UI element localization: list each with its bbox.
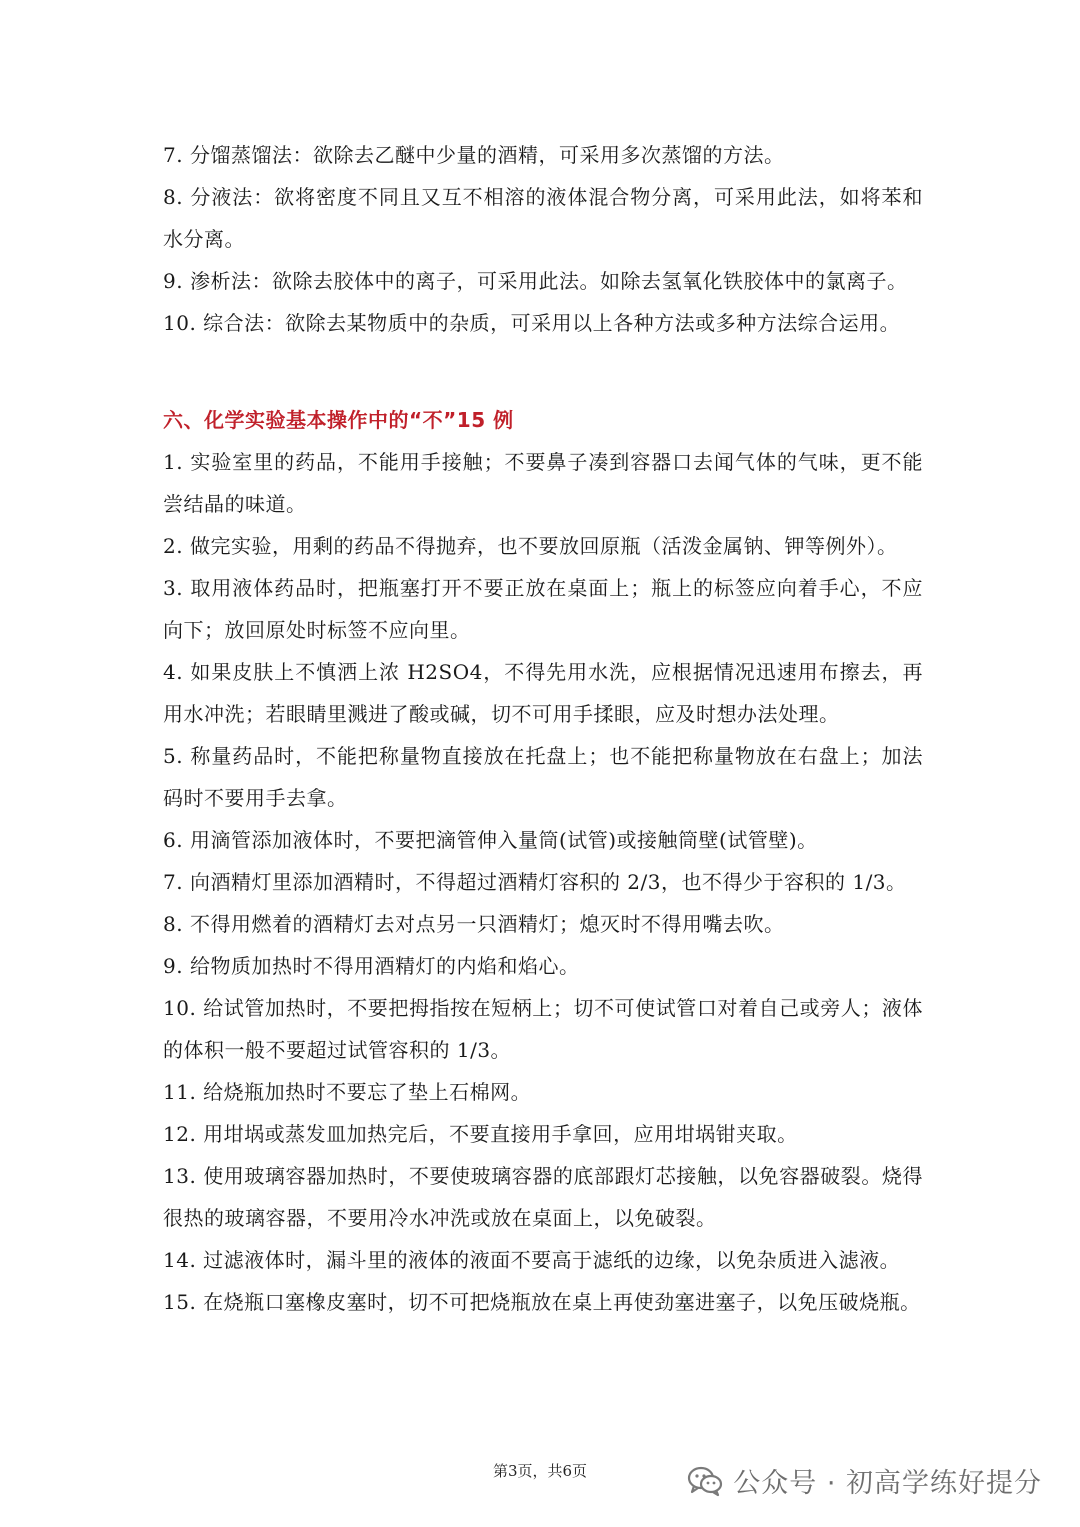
- list-item: 3. 取用液体药品时，把瓶塞打开不要正放在桌面上；瓶上的标签应向着手心，不应向下；放回原处时标签不应向里。: [163, 576, 923, 642]
- list-item: 13. 使用玻璃容器加热时，不要使玻璃容器的底部跟灯芯接触，以免容器破裂。烧得很热的玻璃容器，不要用冷水冲洗或放在桌面上，以免破裂。: [163, 1164, 923, 1230]
- list-item: 4. 如果皮肤上不慎洒上浓 H2SO4，不得先用水洗，应根据情况迅速用布擦去，再用水冲洗；若眼睛里溅进了酸或碱，切不可用手揉眼，应及时想办法处理。: [163, 660, 923, 726]
- watermark-text: 公众号 · 初高学练好提分: [733, 1468, 1042, 1499]
- list-item: 14. 过滤液体时，漏斗里的液体的液面不要高于滤纸的边缘，以免杂质进入滤液。: [163, 1248, 901, 1272]
- paragraph: 7. 分馏蒸馏法：欲除去乙醚中少量的酒精，可采用多次蒸馏的方法。: [163, 143, 785, 167]
- page-content: [163, 134, 923, 1323]
- list-item: 1. 实验室里的药品，不能用手接触；不要鼻子凑到容器口去闻气体的气味，更不能尝结晶的味道。: [163, 450, 923, 516]
- list-item: 9. 给物质加热时不得用酒精灯的内焰和焰心。: [163, 954, 580, 978]
- paragraph: 8. 分液法：欲将密度不同且又互不相溶的液体混合物分离，可采用此法，如将苯和水分离。: [163, 185, 923, 251]
- page-number: 第3页，共6页: [492, 1462, 588, 1480]
- section-spacer: [163, 344, 923, 399]
- list-item: 15. 在烧瓶口塞橡皮塞时，切不可把烧瓶放在桌上再使劲塞进塞子，以免压破烧瓶。: [163, 1290, 921, 1314]
- list-item: 8. 不得用燃着的酒精灯去对点另一只酒精灯；熄灭时不得用嘴去吹。: [163, 912, 785, 936]
- list-item: 5. 称量药品时，不能把称量物直接放在托盘上；也不能把称量物放在右盘上；加法码时不要用手去拿。: [163, 744, 923, 810]
- list-item: 10. 给试管加热时，不要把拇指按在短柄上；切不可使试管口对着自己或旁人；液体的体积一般不要超过试管容积的 1/3。: [163, 996, 923, 1062]
- paragraph: 10. 综合法：欲除去某物质中的杂质，可采用以上各种方法或多种方法综合运用。: [163, 311, 901, 335]
- list-item: 12. 用坩埚或蒸发皿加热完后，不要直接用手拿回，应用坩埚钳夹取。: [163, 1122, 798, 1146]
- list-item: 2. 做完实验，用剩的药品不得抛弃，也不要放回原瓶（活泼金属钠、钾等例外）。: [163, 534, 898, 558]
- section-heading: 六、化学实验基本操作中的“不”15 例: [163, 408, 514, 432]
- list-item: 11. 给烧瓶加热时不要忘了垫上石棉网。: [163, 1080, 532, 1104]
- paragraph: 9. 渗析法：欲除去胶体中的离子，可采用此法。如除去氢氧化铁胶体中的氯离子。: [163, 269, 908, 293]
- wechat-icon: [687, 1465, 723, 1497]
- list-item: 7. 向酒精灯里添加酒精时，不得超过酒精灯容积的 2/3，也不得少于容积的 1/3。: [163, 870, 907, 894]
- list-item: 6. 用滴管添加液体时，不要把滴管伸入量筒(试管)或接触筒壁(试管壁)。: [163, 828, 818, 852]
- watermark: [687, 1461, 1042, 1500]
